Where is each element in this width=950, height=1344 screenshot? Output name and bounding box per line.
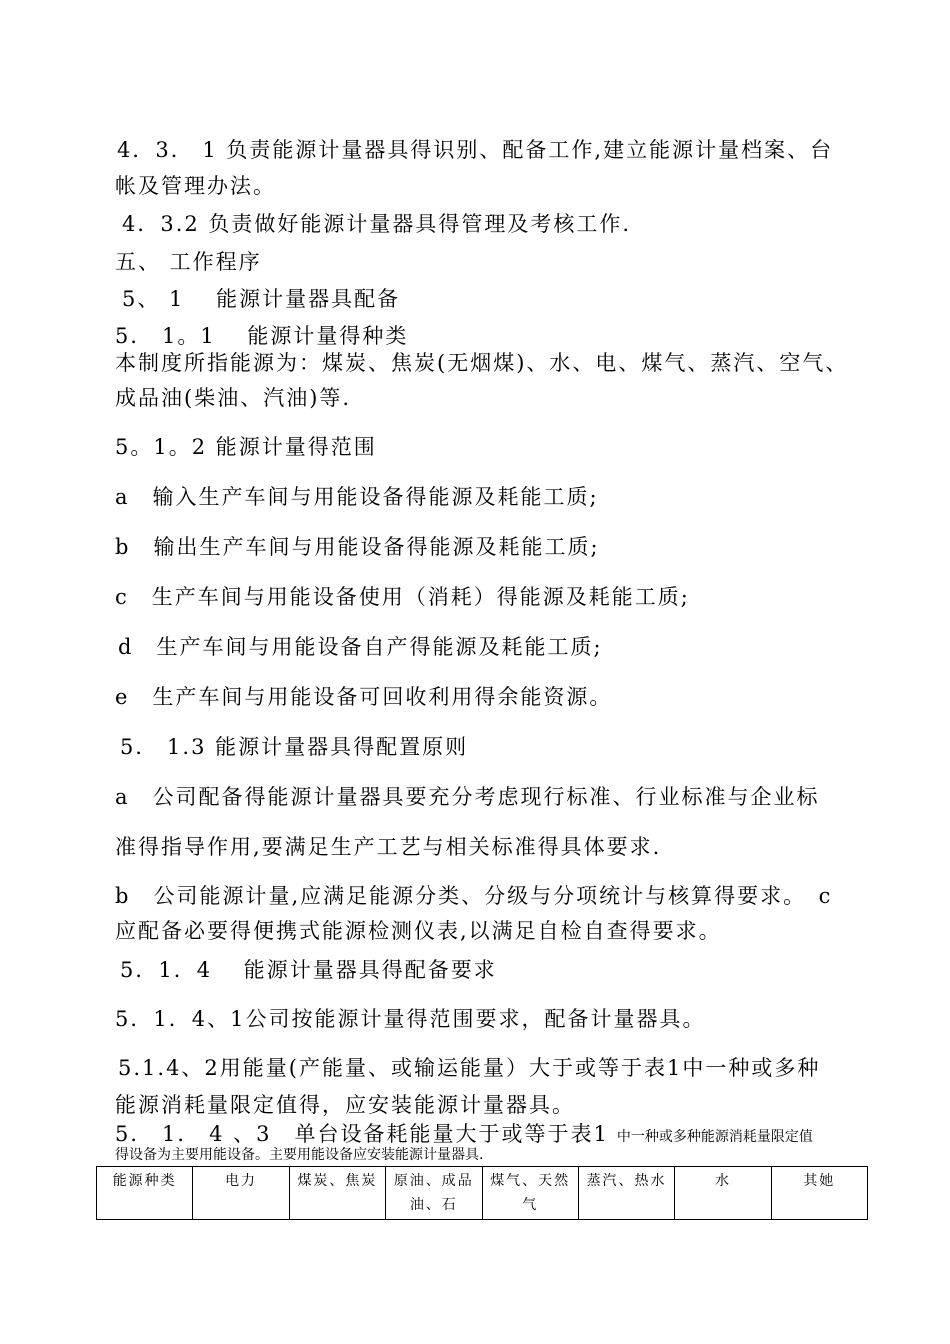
text-5-1-4-3-cont: 得设备为主要用能设备。主要用能设备应安装能源计量器具. (115, 1147, 484, 1163)
text-energy-types-cont: 成品油(柴油、汽油)等. (115, 386, 352, 410)
list-item-b-output: b 输出生产车间与用能设备得能源及耗能工质; (115, 535, 600, 559)
list-item-c-consume: c 生产车间与用能设备使用（消耗）得能源及耗能工质; (115, 585, 690, 609)
principle-b: b 公司能源计量,应满足能源分类、分级与分项统计与核算得要求。 c (115, 884, 833, 908)
heading-5-1-4: 5．1．4 能源计量器具得配备要求 (120, 958, 497, 982)
table-header-gas: 煤气、天然气 (482, 1167, 578, 1220)
text-line-4-3-1: 4．3． 1 负责能源计量器具得识别、配备工作,建立能源计量档案、台 (117, 138, 834, 162)
list-item-a-input: a 输入生产车间与用能设备得能源及耗能工质; (115, 485, 599, 509)
heading-5-1-2: 5。1。2 能源计量得范围 (115, 435, 377, 459)
text-line-4-3-1-cont: 帐及管理办法。 (115, 174, 276, 198)
text-5-1-4-2-cont: 能源消耗量限定值得，应安装能源计量器具。 (115, 1093, 575, 1117)
table-header-oil: 原油、成品油、石 (386, 1167, 482, 1220)
energy-threshold-table (96, 1166, 868, 1220)
table-header-energy-type: 能源种类 (97, 1167, 193, 1220)
heading-5-1-3: 5． 1.3 能源计量器具得配置原则 (120, 735, 469, 759)
text-5-1-4-3-lead: 5． 1． 4 、3 单台设备耗能量大于或等于表1 (115, 1122, 609, 1146)
list-item-d-produce: d 生产车间与用能设备自产得能源及耗能工质; (118, 635, 603, 659)
principle-a-cont: 准得指导作用,要满足生产工艺与相关标准得具体要求. (115, 835, 662, 859)
text-5-1-4-2: 5.1.4、2用能量(产能量、或输运能量）大于或等于表1中一种或多种 (118, 1056, 821, 1080)
text-5-1-4-3-tail: 中一种或多种能源消耗量限定值 (616, 1129, 813, 1145)
table-header-coal-coke: 煤炭、焦炭 (289, 1167, 385, 1220)
section-heading-5: 五、 工作程序 (115, 250, 262, 274)
text-line-4-3-2: 4．3.2 负责做好能源计量器具得管理及考核工作. (122, 212, 632, 236)
text-energy-types: 本制度所指能源为：煤炭、焦炭(无烟煤)、水、电、煤气、蒸汽、空气、 (115, 351, 849, 375)
table-header-water: 水 (675, 1167, 771, 1220)
table-header-steam: 蒸汽、热水 (578, 1167, 674, 1220)
table-header-other: 其她 (771, 1167, 867, 1220)
principle-a: a 公司配备得能源计量器具要充分考虑现行标准、行业标准与企业标 (115, 785, 820, 809)
text-5-1-4-1: 5．1．4、1公司按能源计量得范围要求，配备计量器具。 (115, 1007, 706, 1031)
table-header-electricity: 电力 (193, 1167, 289, 1220)
heading-5-1: 5、 1 能源计量器具配备 (122, 287, 401, 311)
table-row (97, 1167, 868, 1220)
principle-c: 应配备必要得便携式能源检测仪表,以满足自检自查得要求。 (115, 919, 722, 943)
list-item-e-recover: e 生产车间与用能设备可回收利用得余能资源。 (115, 685, 613, 709)
heading-5-1-1: 5． 1。1 能源计量得种类 (115, 324, 409, 348)
